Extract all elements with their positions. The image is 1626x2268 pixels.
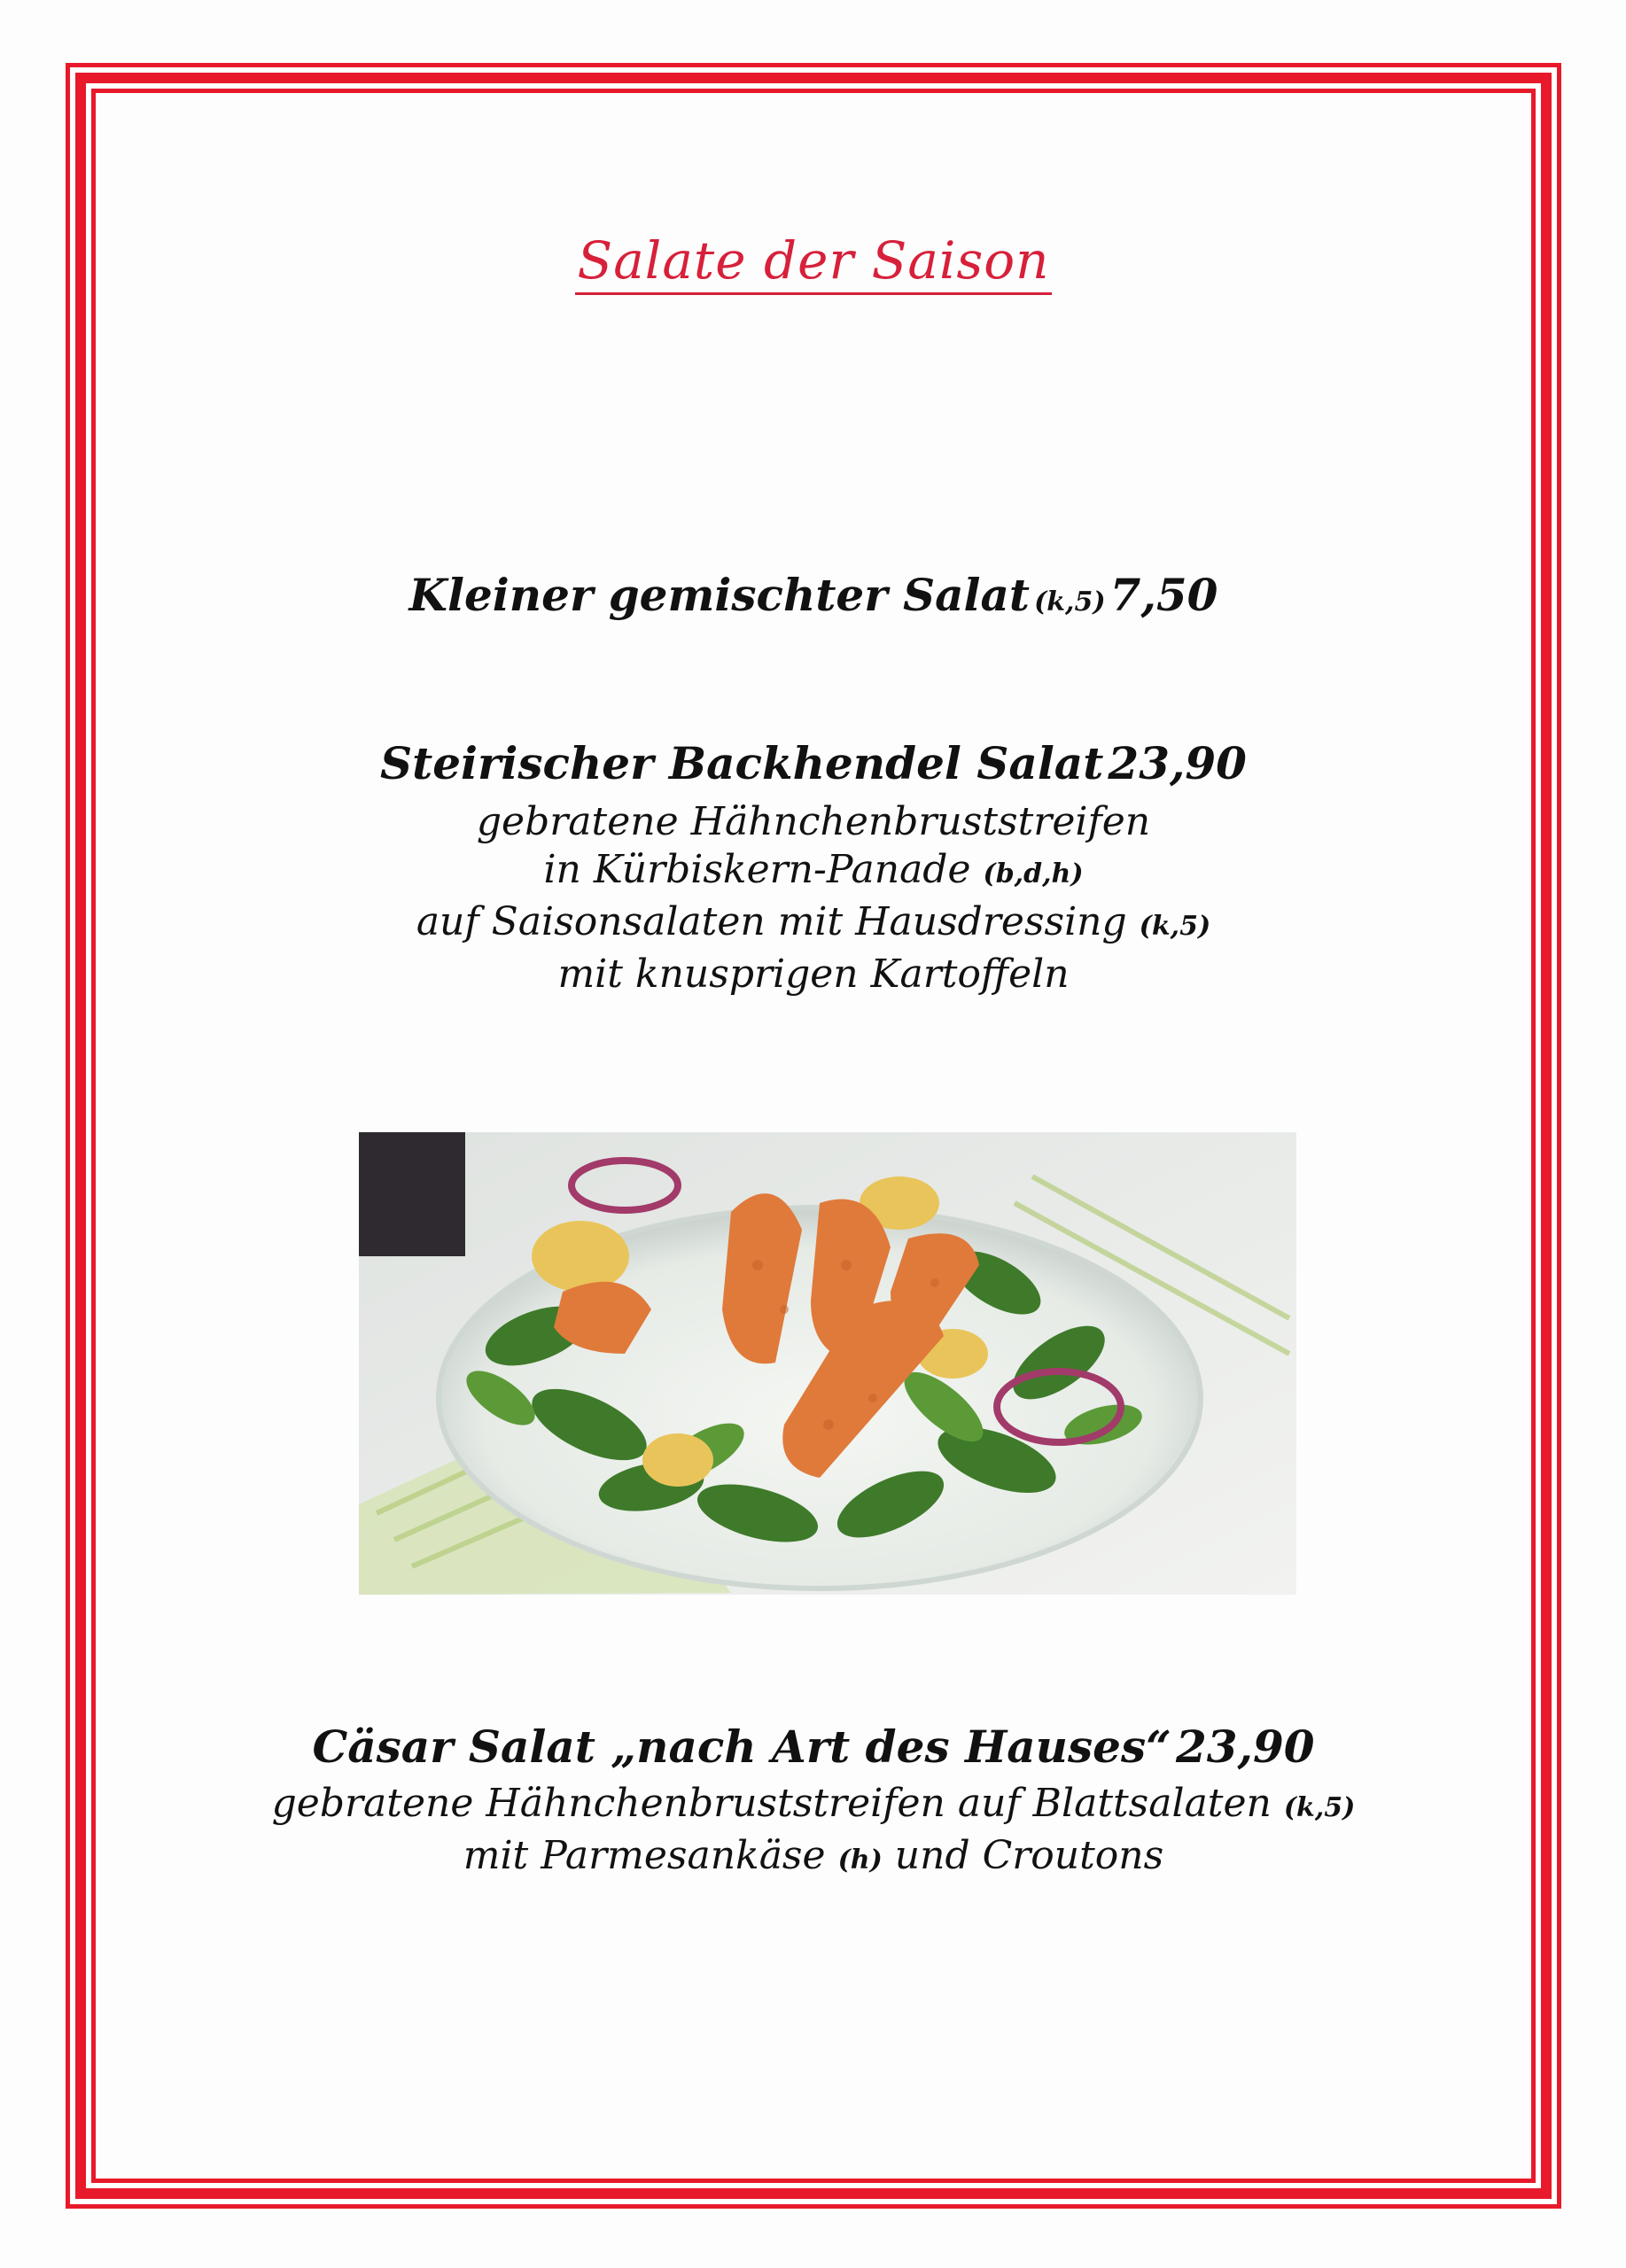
menu-item-caesar-salat xyxy=(75,1720,1552,1884)
item-allergens: (k,5) xyxy=(1139,911,1211,942)
menu-page xyxy=(75,73,1552,2199)
menu-item-kleiner-salat xyxy=(75,569,1552,621)
description-line: mit Parmesankäse (h) und Croutons xyxy=(463,1833,1164,1878)
menu-item-backhendel-salat xyxy=(75,737,1552,998)
item-allergens: (b,d,h) xyxy=(983,858,1084,889)
page-title: Salate der Saison xyxy=(75,230,1552,291)
item-allergens: (k,5) xyxy=(1034,586,1106,617)
item-title: Kleiner gemischter Salat xyxy=(408,569,1030,621)
item-price: 23,90 xyxy=(1108,737,1247,789)
item-description xyxy=(75,1780,1552,1884)
salad-photo xyxy=(359,1132,1296,1595)
item-price: 23,90 xyxy=(1175,1720,1315,1773)
item-description xyxy=(75,798,1552,998)
description-line: mit knusprigen Kartoffeln xyxy=(557,951,1070,997)
description-line: auf Saisonsalaten mit Hausdressing (k,5) xyxy=(416,899,1211,944)
item-allergens: (k,5) xyxy=(1283,1792,1356,1823)
description-line: gebratene Hähnchenbruststreifen auf Blattsalaten (k,5) xyxy=(271,1781,1356,1826)
item-title: Cäsar Salat „nach Art des Hauses“ xyxy=(312,1720,1171,1773)
description-line: in Kürbiskern-Panade (b,d,h) xyxy=(543,847,1084,892)
description-line: gebratene Hähnchenbruststreifen xyxy=(476,799,1151,844)
item-allergens: (h) xyxy=(837,1845,883,1876)
item-title: Steirischer Backhendel Salat xyxy=(380,737,1104,789)
item-price: 7,50 xyxy=(1109,569,1218,621)
